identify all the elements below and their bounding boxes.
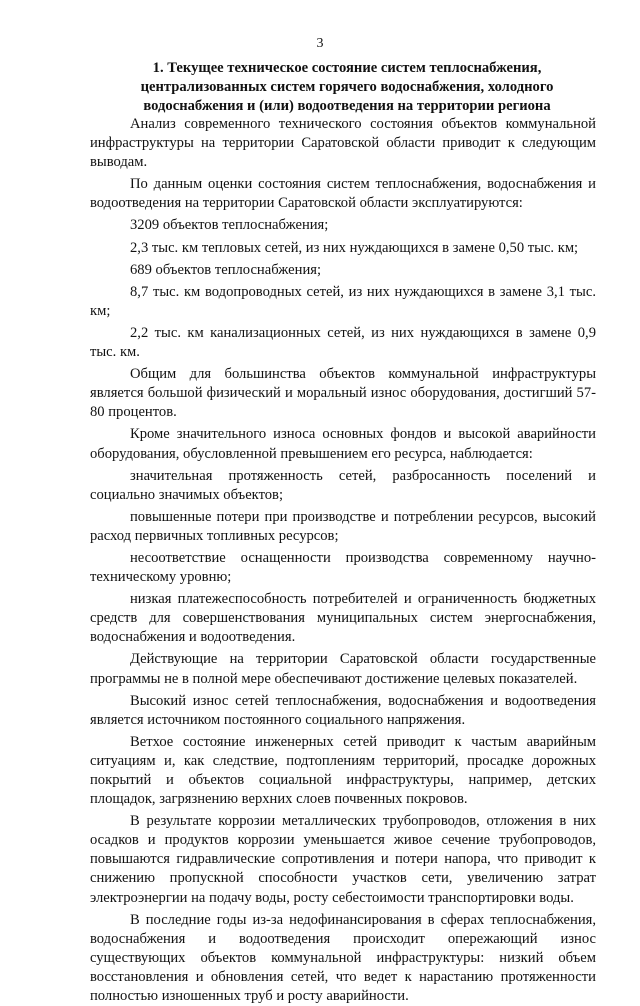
- paragraph-dilapidated-networks: Ветхое состояние инженерных сетей приводит к частым аварийным ситуациям и, как следствие, подтоплениям территорий, просадке дорожных покрытий и объектов социальной инфраструктуры, например, детских площадок, загрязнению верхних слоев почвенных покровов.: [90, 733, 596, 808]
- paragraph-assessment-intro: По данным оценки состояния систем теплоснабжения, водоснабжения и водоотведения на территории Саратовской области эксплуатируются:: [90, 176, 596, 212]
- list-item-technical-level: несоответствие оснащенности производства современному научно-техническому уровню;: [90, 549, 596, 586]
- list-item-network-length: значительная протяженность сетей, разбросанность поселений и социально значимых объектов;: [90, 467, 596, 503]
- list-item-water-networks: 8,7 тыс. км водопроводных сетей, из них нуждающихся в замене 3,1 тыс. км;: [90, 283, 596, 319]
- paragraph-social-tension: Высокий износ сетей теплоснабжения, водоснабжения и водоотведения является источником постоянного социального напряжения.: [90, 692, 596, 728]
- body-text: [90, 115, 596, 1006]
- list-item-heat-networks: 2,3 тыс. км тепловых сетей, из них нуждающихся в замене 0,50 тыс. км;: [130, 239, 579, 256]
- paragraph-corrosion: В результате коррозии металлических трубопроводов, отложения в них осадков и продуктов коррозии уменьшается живое сечение трубопроводов, повышаются гидравлические сопротивления и потери напора, что приводит к снижению пропускной способности участков сети, увеличению затрат электроэнергии на подачу воды, росту себестоимости транспортировки воды.: [90, 813, 596, 906]
- list-item-solvency: низкая платежеспособность потребителей и ограниченность бюджетных средств для совершенствования муниципальных систем энергоснабжения, водоснабжения и водоотведения.: [90, 591, 596, 646]
- paragraph-observed-issues: Кроме значительного износа основных фондов и высокой аварийности оборудования, обусловленной превышением его ресурса, наблюдается:: [90, 426, 596, 462]
- paragraph-state-programs: Действующие на территории Саратовской области государственные программы не в полной мере обеспечивают достижение целевых показателей.: [90, 651, 596, 687]
- paragraph-analysis-intro: Анализ современного технического состояния объектов коммунальной инфраструктуры на территории Саратовской области приводит к следующим выводам.: [90, 116, 596, 171]
- section-heading: 1. Текущее техническое состояние систем теплоснабжения, централизованных систем горячего водоснабжения, холодного водоснабжения и (или) водоотведения на территории региона: [140, 60, 554, 115]
- paragraph-equipment-wear: Общим для большинства объектов коммунальной инфраструктуры является большой физический и моральный износ оборудования, достигший 57-80 процентов.: [90, 366, 596, 421]
- list-item-heat-objects: 3209 объектов теплоснабжения;: [130, 217, 329, 234]
- list-item-heat-objects-2: 689 объектов теплоснабжения;: [130, 261, 322, 278]
- list-item-resource-losses: повышенные потери при производстве и потреблении ресурсов, высокий расход первичных топливных ресурсов;: [90, 508, 596, 544]
- paragraph-underfunding: В последние годы из-за недофинансирования в сферах теплоснабжения, водоснабжения и водоотведения происходит опережающий износ существующих объектов коммунальной инфраструктуры: низкий объем восстановления и обновления сетей, что ведет к нарастанию протяженности полностью изношенных труб и росту аварийности.: [90, 911, 596, 1005]
- list-item-sewer-networks: 2,2 тыс. км канализационных сетей, из них нуждающихся в замене 0,9 тыс. км.: [90, 324, 596, 361]
- page-number: 3: [316, 36, 324, 51]
